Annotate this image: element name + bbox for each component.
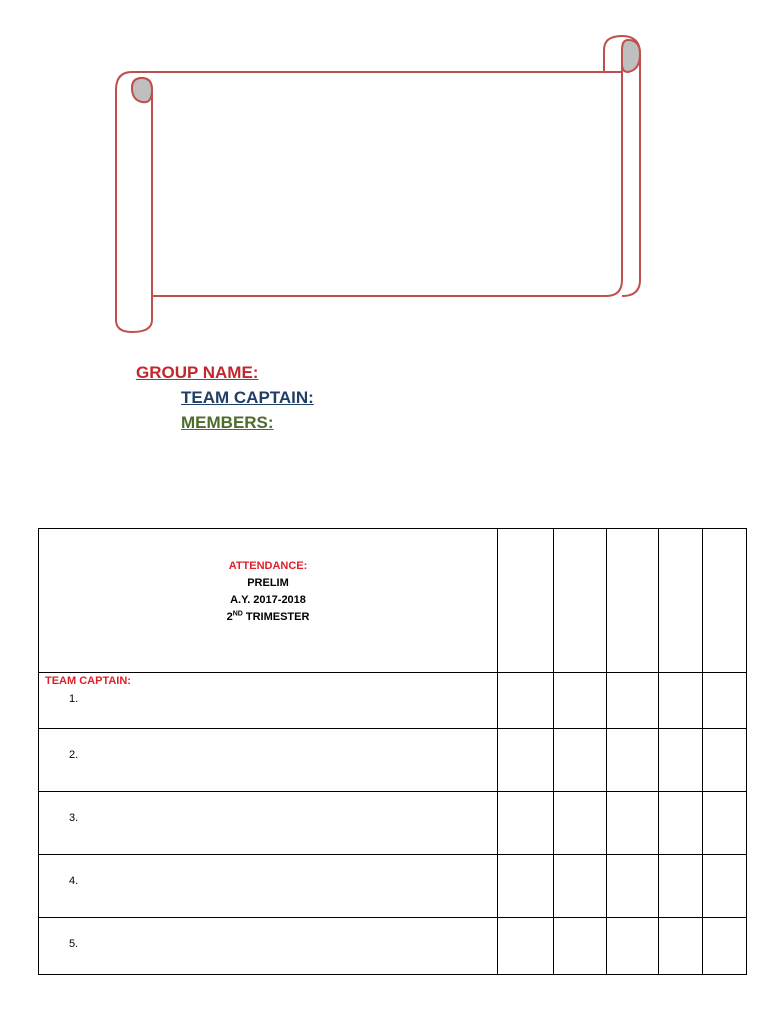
attendance-cell[interactable] bbox=[554, 855, 607, 918]
attendance-cell[interactable] bbox=[554, 792, 607, 855]
scroll-body bbox=[132, 72, 622, 296]
attendance-cell[interactable] bbox=[607, 855, 659, 918]
attendance-cell[interactable] bbox=[498, 673, 554, 729]
attendance-cell[interactable] bbox=[498, 792, 554, 855]
table-header-row bbox=[39, 529, 747, 673]
attendance-cell[interactable] bbox=[703, 792, 747, 855]
attendance-cell[interactable] bbox=[498, 729, 554, 792]
row-number: 4. bbox=[69, 875, 79, 887]
scroll-right-curl-shade bbox=[622, 40, 640, 72]
attendance-cell[interactable] bbox=[703, 729, 747, 792]
table-row bbox=[39, 792, 747, 855]
team-captain-label: TEAM CAPTAIN: bbox=[181, 388, 314, 407]
attendance-cell[interactable] bbox=[703, 673, 747, 729]
members-label: MEMBERS: bbox=[181, 413, 274, 432]
row-number: 1. bbox=[69, 693, 79, 705]
academic-year-label: A.Y. 2017-2018 bbox=[230, 594, 306, 606]
scroll-top-edge bbox=[116, 72, 132, 90]
member-name-cell[interactable] bbox=[39, 673, 498, 729]
row-number: 5. bbox=[69, 938, 79, 950]
member-name-cell[interactable] bbox=[39, 855, 498, 918]
attendance-cell[interactable] bbox=[703, 855, 747, 918]
table-row bbox=[39, 729, 747, 792]
row-number: 2. bbox=[69, 749, 79, 761]
member-name-cell[interactable] bbox=[39, 792, 498, 855]
team-captain-row-label: TEAM CAPTAIN: bbox=[45, 675, 131, 687]
attendance-cell[interactable] bbox=[554, 673, 607, 729]
trimester-label: 2ND TRIMESTER bbox=[226, 610, 310, 623]
attendance-cell[interactable] bbox=[659, 855, 703, 918]
date-cell[interactable] bbox=[554, 529, 607, 673]
attendance-cell[interactable] bbox=[607, 792, 659, 855]
attendance-cell[interactable] bbox=[703, 918, 747, 975]
date-cell[interactable] bbox=[607, 529, 659, 673]
table-row bbox=[39, 673, 747, 729]
attendance-title: ATTENDANCE: bbox=[228, 560, 308, 572]
date-cell[interactable] bbox=[498, 529, 554, 673]
scroll-left-curl-shade bbox=[132, 78, 152, 102]
date-cell[interactable] bbox=[659, 529, 703, 673]
attendance-cell[interactable] bbox=[554, 729, 607, 792]
attendance-cell[interactable] bbox=[607, 918, 659, 975]
attendance-cell[interactable] bbox=[607, 673, 659, 729]
table-row bbox=[39, 918, 747, 975]
attendance-cell[interactable] bbox=[498, 918, 554, 975]
table-row bbox=[39, 855, 747, 918]
attendance-cell[interactable] bbox=[498, 855, 554, 918]
attendance-header-cell bbox=[39, 529, 498, 673]
scroll-banner bbox=[112, 30, 646, 336]
attendance-cell[interactable] bbox=[659, 918, 703, 975]
member-name-cell[interactable] bbox=[39, 729, 498, 792]
row-number: 3. bbox=[69, 812, 79, 824]
scroll-left-roll bbox=[116, 78, 152, 332]
attendance-cell[interactable] bbox=[607, 729, 659, 792]
attendance-cell[interactable] bbox=[659, 673, 703, 729]
group-name-label: GROUP NAME: bbox=[136, 363, 259, 382]
member-name-cell[interactable] bbox=[39, 918, 498, 975]
attendance-cell[interactable] bbox=[659, 729, 703, 792]
prelim-label: PRELIM bbox=[247, 577, 289, 589]
attendance-cell[interactable] bbox=[659, 792, 703, 855]
date-cell[interactable] bbox=[703, 529, 747, 673]
attendance-cell[interactable] bbox=[554, 918, 607, 975]
attendance-table bbox=[38, 528, 747, 975]
